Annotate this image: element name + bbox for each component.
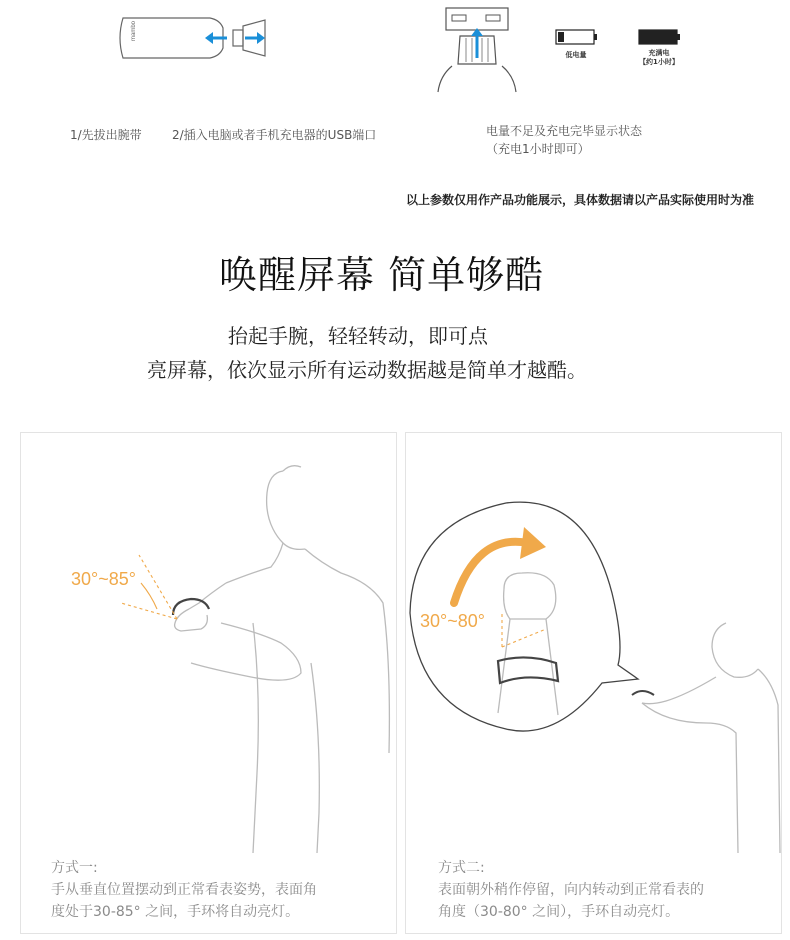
method-two-caption (438, 857, 704, 923)
method-two-caption-title: 方式二: (438, 860, 485, 876)
method-two-panel (405, 432, 782, 934)
wristband-shape-zoom (498, 657, 558, 683)
battery-full-label-line2: 【约1小时】 (639, 58, 679, 66)
person-raising-wrist-illustration (21, 433, 396, 853)
band-brand-text: mambo (131, 20, 137, 41)
band-unplug-illustration (115, 8, 275, 68)
method-one-caption-line1: 手从垂直位置摆动到正常看表姿势，表面角 (51, 882, 317, 898)
feature-subtitle-line1: 抬起手腕，轻轻转动，即可点 (228, 324, 488, 348)
method-one-angle-label: 30°~85° (71, 569, 136, 589)
battery-status-line2: （充电1小时即可） (486, 142, 590, 156)
wrist-rotation-illustration (406, 433, 781, 853)
method-two-angle-label: 30°~80° (420, 611, 485, 631)
battery-full-label (630, 49, 688, 67)
battery-low-label: 低电量 (565, 51, 587, 59)
rotation-arrow-head (520, 527, 546, 559)
battery-full-label-line1: 充满电 (648, 49, 670, 57)
charging-section (0, 0, 790, 170)
method-one-caption-title: 方式一: (51, 860, 98, 876)
method-one-panel (20, 432, 397, 934)
wristband-shape (173, 599, 209, 615)
method-one-caption (51, 857, 317, 923)
battery-full-icon (638, 29, 682, 45)
feature-subtitle-line2: 亮屏幕，依次显示所有运动数据越是简单才越酷。 (147, 358, 587, 382)
method-one-caption-line2: 度处于30-85° 之间，手环将自动亮灯。 (51, 904, 300, 920)
wristband-shape-small (632, 691, 654, 695)
usb-insert-illustration (432, 6, 528, 94)
charging-step-1: 1/先拔出腕带 (70, 128, 142, 142)
method-two-caption-line2: 角度（30-80° 之间），手环自动亮灯。 (438, 904, 680, 920)
method-two-caption-line1: 表面朝外稍作停留，向内转动到正常看表的 (438, 882, 704, 898)
disclaimer-text: 以上参数仅用作产品功能展示，具体数据请以产品实际使用时为准 (405, 193, 754, 207)
battery-status-line1: 电量不足及充电完毕显示状态 (486, 124, 643, 138)
battery-low-icon (555, 29, 599, 45)
charging-step-2: 2/插入电脑或者手机充电器的USB端口 (172, 128, 377, 142)
feature-title: 唤醒屏幕 简单够酷 (219, 253, 545, 297)
